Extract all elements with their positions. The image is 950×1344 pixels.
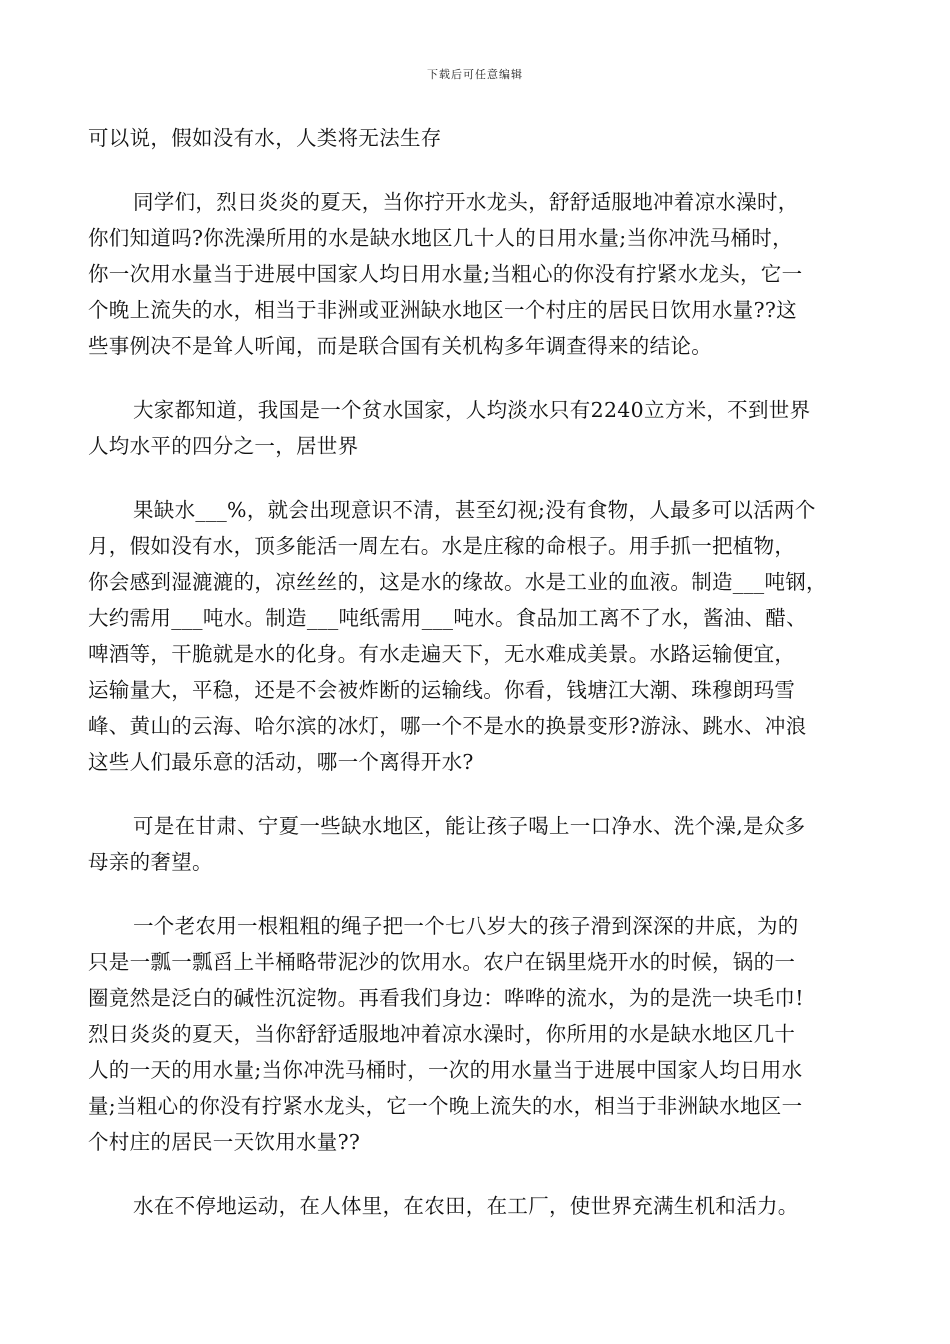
- paragraph-3: [88, 392, 868, 464]
- text-line: 你一次用水量当于进展中国家人均日用水量;当粗心的你没有拧紧水龙头，它一: [88, 262, 803, 286]
- paragraph-2: [88, 184, 868, 364]
- text-line: 只是一瓢一瓢舀上半桶略带泥沙的饮用水。农户在锅里烧开水的时候，锅的一: [88, 950, 796, 974]
- text-line: 同学们，烈日炎炎的夏天，当你拧开水龙头，舒舒适服地冲着凉水澡时，: [133, 190, 799, 214]
- text-line: 运输量大，平稳，还是不会被炸断的运输线。你看，钱塘江大潮、珠穆朗玛雪: [88, 678, 796, 702]
- text-line: 个村庄的居民一天饮用水量??: [88, 1130, 361, 1154]
- text-line: 峰、黄山的云海、哈尔滨的冰灯，哪一个不是水的换景变形?游泳、跳水、冲浪: [88, 714, 807, 738]
- document-body: [88, 120, 868, 1224]
- text-line: 些事例决不是耸人听闻，而是联合国有关机构多年调查得来的结论。: [88, 334, 712, 358]
- text-line: 你会感到湿漉漉的，凉丝丝的，这是水的缘故。水是工业的血液。制造___吨钢，: [88, 570, 827, 594]
- paragraph-5: [88, 808, 868, 880]
- text-line: 月，假如没有水，顶多能活一周左右。水是庄稼的命根子。用手抓一把植物，: [88, 534, 796, 558]
- page-header: 下载后可任意编辑: [427, 68, 523, 81]
- text-line: 果缺水___%，就会出现意识不清，甚至幻视;没有食物，人最多可以活两个: [133, 498, 816, 522]
- text-line: 母亲的奢望。: [88, 850, 213, 874]
- paragraph-4: [88, 492, 868, 780]
- text-line: 个晚上流失的水，相当于非洲或亚洲缺水地区一个村庄的居民日饮用水量??这: [88, 298, 797, 322]
- text-line: 大家都知道，我国是一个贫水国家，人均淡水只有2240立方米，不到世界: [133, 398, 811, 422]
- paragraph-1: [88, 120, 868, 156]
- text-line: 人的一天的用水量;当你冲洗马桶时，一次的用水量当于进展中国家人均日用水: [88, 1058, 803, 1082]
- text-line: 你们知道吗?你洗澡所用的水是缺水地区几十人的日用水量;当你冲洗马桶时，: [88, 226, 793, 250]
- text-line: 可是在甘肃、宁夏一些缺水地区，能让孩子喝上一口净水、洗个澡,是众多: [133, 814, 806, 838]
- paragraph-7: [88, 1188, 868, 1224]
- text-line: 这些人们最乐意的活动，哪一个离得开水?: [88, 750, 474, 774]
- text-line: 啤酒等，干脆就是水的化身。有水走遍天下，无水难成美景。水路运输便宜，: [88, 642, 796, 666]
- text-line: 圈竟然是泛白的碱性沉淀物。再看我们身边：哗哗的流水，为的是洗一块毛巾!: [88, 986, 804, 1010]
- text-line: 一个老农用一根粗粗的绳子把一个七八岁大的孩子滑到深深的井底，为的: [133, 914, 799, 938]
- paragraph-6: [88, 908, 868, 1160]
- text-line: 水在不停地运动，在人体里，在农田，在工厂，使世界充满生机和活力。: [133, 1194, 799, 1218]
- text-line: 量;当粗心的你没有拧紧水龙头，它一个晚上流失的水，相当于非洲缺水地区一: [88, 1094, 803, 1118]
- text-line: 可以说，假如没有水，人类将无法生存: [88, 126, 442, 150]
- text-line: 人均水平的四分之一，居世界: [88, 434, 359, 458]
- text-line: 大约需用___吨水。制造___吨纸需用___吨水。食品加工离不了水，酱油、醋、: [88, 606, 807, 630]
- text-line: 烈日炎炎的夏天，当你舒舒适服地冲着凉水澡时，你所用的水是缺水地区几十: [88, 1022, 796, 1046]
